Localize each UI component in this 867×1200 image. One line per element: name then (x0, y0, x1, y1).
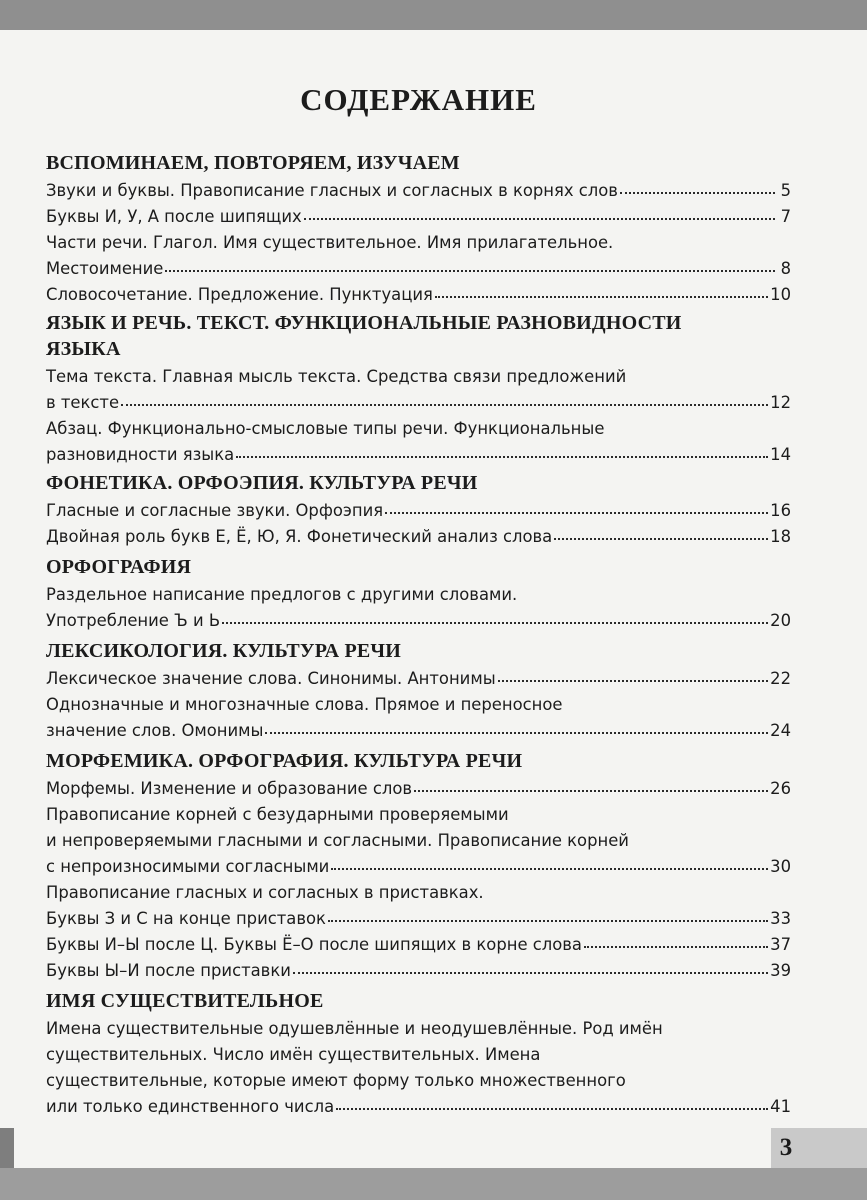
section-heading: МОРФЕМИКА. ОРФОГРАФИЯ. КУЛЬТУРА РЕЧИ (46, 750, 523, 772)
toc-entry: Имена существительные одушевлённые и неодушевлённые. Род имён (46, 1019, 663, 1038)
toc-entry: Раздельное написание предлогов с другими словами. (46, 585, 518, 604)
toc-entry: Однозначные и многозначные слова. Прямое и переносное (46, 695, 563, 714)
toc-entry: значение слов. Омонимы 24 (46, 718, 791, 744)
page-edge-tab (0, 1128, 14, 1168)
book-page (0, 30, 867, 1168)
section-heading: ВСПОМИНАЕМ, ПОВТОРЯЕМ, ИЗУЧАЕМ (46, 152, 460, 174)
toc-entry: Местоимение 8 (46, 256, 791, 282)
toc-entry: с непроизносимыми согласными 30 (46, 854, 791, 880)
section-heading: ЛЕКСИКОЛОГИЯ. КУЛЬТУРА РЕЧИ (46, 640, 402, 662)
toc-entry: Буквы И, У, А после шипящих 7 (46, 204, 791, 230)
toc-entry: разновидности языка 14 (46, 442, 791, 468)
toc-entry: Абзац. Функционально-смысловые типы речи. Функциональные (46, 419, 605, 438)
toc-entry: Части речи. Глагол. Имя существительное. Имя прилагательное. (46, 233, 614, 252)
section-heading: ФОНЕТИКА. ОРФОЭПИЯ. КУЛЬТУРА РЕЧИ (46, 472, 478, 494)
toc-entry: Гласные и согласные звуки. Орфоэпия 16 (46, 498, 791, 524)
toc-entry: Звуки и буквы. Правописание гласных и согласных в корнях слов 5 (46, 178, 791, 204)
toc-entry: Буквы И–Ы после Ц. Буквы Ё–О после шипящих в корне слова 37 (46, 932, 791, 958)
toc-entry: Буквы З и С на конце приставок 33 (46, 906, 791, 932)
toc-entry: Правописание гласных и согласных в приставках. (46, 883, 484, 902)
toc-entry: Двойная роль букв Е, Ё, Ю, Я. Фонетический анализ слова 18 (46, 524, 791, 550)
toc-entry: Тема текста. Главная мысль текста. Средства связи предложений (46, 367, 627, 386)
toc-entry: Лексическое значение слова. Синонимы. Антонимы 22 (46, 666, 791, 692)
section-heading: ОРФОГРАФИЯ (46, 556, 192, 578)
toc-entry: Буквы Ы–И после приставки 39 (46, 958, 791, 984)
toc-entry: или только единственного числа 41 (46, 1094, 791, 1120)
scan-top-margin (0, 0, 867, 30)
toc-entry: существительных. Число имён существительных. Имена (46, 1045, 541, 1064)
section-heading: ИМЯ СУЩЕСТВИТЕЛЬНОЕ (46, 990, 324, 1012)
toc-entry: Морфемы. Изменение и образование слов 26 (46, 776, 791, 802)
toc-entry: и непроверяемыми гласными и согласными. Правописание корней (46, 831, 629, 850)
toc-entry: Правописание корней с безударными проверяемыми (46, 805, 509, 824)
toc-entry: существительные, которые имеют форму только множественного (46, 1071, 626, 1090)
section-heading-continued: ЯЗЫКА (46, 338, 121, 360)
section-heading: ЯЗЫК И РЕЧЬ. ТЕКСТ. ФУНКЦИОНАЛЬНЫЕ РАЗНОВИДНОСТИ (46, 312, 682, 334)
page-title: СОДЕРЖАНИЕ (300, 82, 537, 117)
toc-entry: Употребление Ъ и Ь 20 (46, 608, 791, 634)
page-number: 3 (779, 1134, 793, 1161)
scan-bottom-margin (0, 1168, 867, 1200)
toc-entry: Словосочетание. Предложение. Пунктуация 10 (46, 282, 791, 308)
toc-entry: в тексте 12 (46, 390, 791, 416)
